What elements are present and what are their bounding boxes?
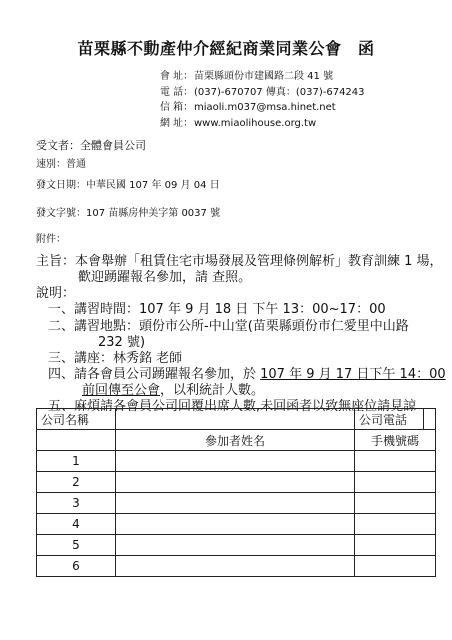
attendee-name-field[interactable]	[116, 535, 355, 556]
item-2-location: 二、講習地點：頭份市公所-中山堂(苗栗縣頭份市仁愛里中山路	[48, 319, 409, 334]
table-row	[37, 514, 436, 535]
contact-phone-value: (037)-670707 傳真：(037)-674243	[194, 87, 365, 98]
subject-line-1: 主旨：本會舉辦「租賃住宅市場發展及管理條例解析」教育訓練 1 場，	[36, 254, 443, 269]
attachment: 附件：	[36, 234, 66, 245]
attendee-name-header: 參加者姓名	[116, 430, 355, 451]
item-4-purpose: ，以利統計人數。	[160, 383, 265, 398]
index-header	[37, 430, 116, 451]
mobile-field[interactable]	[354, 556, 435, 577]
mobile-field[interactable]	[354, 451, 435, 472]
header-row	[37, 430, 436, 451]
row-number: 2	[37, 472, 116, 493]
mobile-field[interactable]	[354, 493, 435, 514]
contact-email-value: miaoli.m037@msa.hinet.net	[194, 102, 336, 113]
contact-email-label: 信 箱：	[160, 102, 194, 113]
item-2-location-cont: 232 號)	[98, 335, 146, 350]
mobile-header: 手機號碼	[354, 430, 435, 451]
contact-phone	[160, 87, 365, 99]
attendee-name-field[interactable]	[116, 556, 355, 577]
item-4-text: 四、請各會員公司踴躍報名參加，於	[48, 367, 261, 382]
contact-address	[160, 71, 333, 83]
table-row	[37, 493, 436, 514]
item-4-return-note: 前回傳至公會	[82, 383, 161, 398]
row-number: 1	[37, 451, 116, 472]
contact-address-value: 苗栗縣頭份市建國路二段 41 號	[194, 71, 334, 82]
speed: 速別：普通	[36, 159, 86, 170]
company-row	[37, 409, 436, 430]
row-number: 4	[37, 514, 116, 535]
recipient: 受文者：全體會員公司	[36, 139, 146, 152]
company-name-field[interactable]	[116, 409, 355, 430]
mobile-field[interactable]	[354, 472, 435, 493]
attendee-name-field[interactable]	[116, 493, 355, 514]
company-name-label: 公司名稱	[37, 409, 116, 430]
subject-line-2: 歡迎踴躍報名參加，請 查照。	[78, 270, 252, 285]
item-5-reply-note: 五、麻煩請各會員公司回覆出席人數,未回函者以致無座位請見諒	[48, 399, 417, 414]
item-3-lecturer: 三、講座：林秀銘 老師	[48, 351, 183, 366]
contact-address-label: 會 址：	[160, 71, 194, 82]
mobile-field[interactable]	[354, 535, 435, 556]
attendee-name-field[interactable]	[116, 514, 355, 535]
attendee-name-field[interactable]	[116, 451, 355, 472]
contact-phone-label: 電 話：	[160, 87, 194, 98]
contact-website-value: www.miaolihouse.org.tw	[194, 118, 317, 129]
item-4-deadline: 107 年 9 月 17 日下午 14：00	[260, 367, 446, 382]
table-row	[37, 472, 436, 493]
registration-form	[36, 408, 436, 577]
mobile-field[interactable]	[354, 514, 435, 535]
item-1-time: 一、講習時間：107 年 9 月 18 日 下午 13：00~17：00	[48, 302, 386, 317]
table-row	[37, 451, 436, 472]
contact-website-label: 網 址：	[160, 118, 194, 129]
table-row	[37, 556, 436, 577]
row-number: 5	[37, 535, 116, 556]
attendee-name-field[interactable]	[116, 472, 355, 493]
company-phone-field[interactable]	[423, 409, 435, 430]
table-row	[37, 535, 436, 556]
contact-email	[160, 102, 336, 114]
explanation-label: 說明：	[36, 286, 76, 301]
document-title: 苗栗縣不動產仲介經紀商業同業公會 函	[77, 39, 375, 58]
document-number: 發文字號：107 苗縣房仲美字第 0037 號	[36, 208, 221, 219]
row-number: 3	[37, 493, 116, 514]
contact-website	[160, 118, 316, 130]
row-number: 6	[37, 556, 116, 577]
company-phone-label: 公司電話	[354, 409, 423, 430]
issue-date: 發文日期：中華民國 107 年 09 月 04 日	[36, 180, 220, 191]
